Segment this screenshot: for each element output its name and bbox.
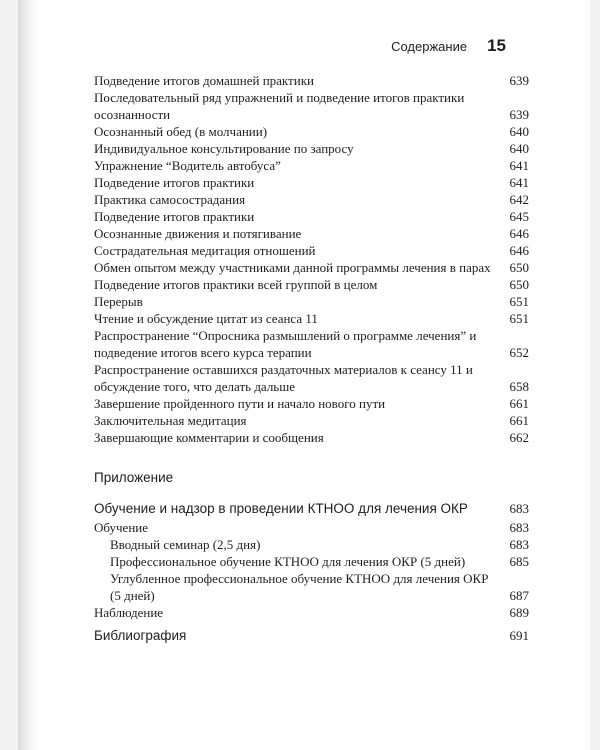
toc-entry-title: Углубленное профессиональное обучение КТНОО для лечения ОКР (5 дней) [110,571,489,603]
toc-entry-page: 645 [509,209,529,224]
toc-entry-page: 661 [509,396,529,411]
toc-entry-page: 650 [509,277,529,292]
toc-entry-page: 658 [509,379,529,394]
toc-entry[interactable] [94,327,529,361]
bibliography-entry[interactable] [94,626,529,646]
toc-entry-title: Завершение пройденного пути и начало нового пути [94,396,386,411]
toc-entry-page: 661 [509,413,529,428]
toc-entry-page: 639 [509,73,529,88]
toc-entry-title: Упражнение “Водитель автобуса” [94,158,281,173]
toc-entry[interactable] [94,225,529,242]
page-edge-shadow [18,0,38,750]
toc-entry-page: 687 [509,588,529,603]
toc-entry[interactable] [94,72,529,89]
toc-entry-title: Вводный семинар (2,5 дня) [110,537,261,552]
toc-entry-title: Наблюдение [94,605,164,620]
appendix-title: Приложение [94,470,174,485]
toc-entry-page: 652 [509,345,529,360]
bibliography-block [94,626,529,646]
toc-entry[interactable] [94,276,529,293]
toc-entry-title: Подведение итогов практики [94,209,255,224]
toc-entry-title: Обмен опытом между участниками данной программы лечения в парах [94,260,491,275]
toc-entry[interactable] [94,191,529,208]
toc-entry[interactable] [94,412,529,429]
toc-entry-title: Заключительная медитация [94,413,247,428]
toc-entry-page: 651 [509,311,529,326]
toc-entry-title: Подведение итогов практики [94,175,255,190]
toc-entry[interactable] [94,361,529,395]
toc-entry[interactable] [94,140,529,157]
bibliography-page: 691 [509,628,529,643]
appendix-part-page: 683 [509,501,529,516]
toc-entry[interactable] [94,89,529,123]
toc-entry-page: 662 [509,430,529,445]
toc-entry-title: Профессиональное обучение КТНОО для лечения ОКР (5 дней) [110,554,466,569]
toc-entry-page: 651 [509,294,529,309]
toc-entry-title: Индивидуальное консультирование по запросу [94,141,354,156]
page-number: 15 [487,36,506,55]
toc-entry-page: 650 [509,260,529,275]
toc-entry[interactable] [94,293,529,310]
toc-entry-page: 646 [509,243,529,258]
toc-entry[interactable] [94,310,529,327]
toc-entry-title: Распространение “Опросника размышлений о программе лечения” и подведение итогов всего курса терапии [94,328,477,360]
toc-entry-title: Распространение оставшихся раздаточных материалов к сеансу 11 и обсуждение того, что делать дальше [94,362,473,394]
toc-entry-title: Подведение итогов домашней практики [94,73,314,88]
toc-entry[interactable] [94,570,529,604]
appendix-heading-block [94,468,529,488]
toc-entry[interactable] [94,553,529,570]
toc-entry[interactable] [94,259,529,276]
running-head [391,36,506,56]
toc-entry[interactable] [94,604,529,621]
toc-entry[interactable] [94,123,529,140]
appendix-part-title: Обучение и надзор в проведении КТНОО для лечения ОКР [94,501,468,516]
toc-entry-page: 640 [509,124,529,139]
toc-entry-title: Последовательный ряд упражнений и подведение итогов практики осознанности [94,90,465,122]
toc-entry[interactable] [94,242,529,259]
running-head-title: Содержание [391,39,468,54]
toc-entry-page: 639 [509,107,529,122]
toc-entry[interactable] [94,208,529,225]
toc-entry-page: 641 [509,158,529,173]
toc-entry[interactable] [94,536,529,553]
toc-entry-title: Перерыв [94,294,143,309]
toc-entry[interactable] [94,174,529,191]
toc-entry-title: Подведение итогов практики всей группой в целом [94,277,378,292]
toc-entry-title: Сострадательная медитация отношений [94,243,316,258]
toc-entry-page: 689 [509,605,529,620]
toc-entry-page: 640 [509,141,529,156]
toc-entry-title: Осознанные движения и потягивание [94,226,302,241]
toc-entry-page: 641 [509,175,529,190]
book-page [18,0,590,750]
appendix-part-entry[interactable] [94,499,529,519]
toc-entry-page: 683 [509,537,529,552]
toc-entry-page: 646 [509,226,529,241]
appendix-block [94,499,529,621]
toc-list-top [94,72,529,446]
toc-entry-title: Чтение и обсуждение цитат из сеанса 11 [94,311,318,326]
toc-entry-page: 642 [509,192,529,207]
toc-entry-title: Завершающие комментарии и сообщения [94,430,324,445]
toc-entry[interactable] [94,429,529,446]
toc-entry[interactable] [94,395,529,412]
toc-entry-title: Осознанный обед (в молчании) [94,124,268,139]
toc-entry-title: Обучение [94,520,148,535]
toc-entry-title: Практика самосострадания [94,192,246,207]
toc-entry[interactable] [94,157,529,174]
toc-list-appendix [94,519,529,621]
toc-entry-page: 685 [509,554,529,569]
bibliography-title: Библиография [94,628,187,643]
toc-entry-page: 683 [509,520,529,535]
toc-entry[interactable] [94,519,529,536]
